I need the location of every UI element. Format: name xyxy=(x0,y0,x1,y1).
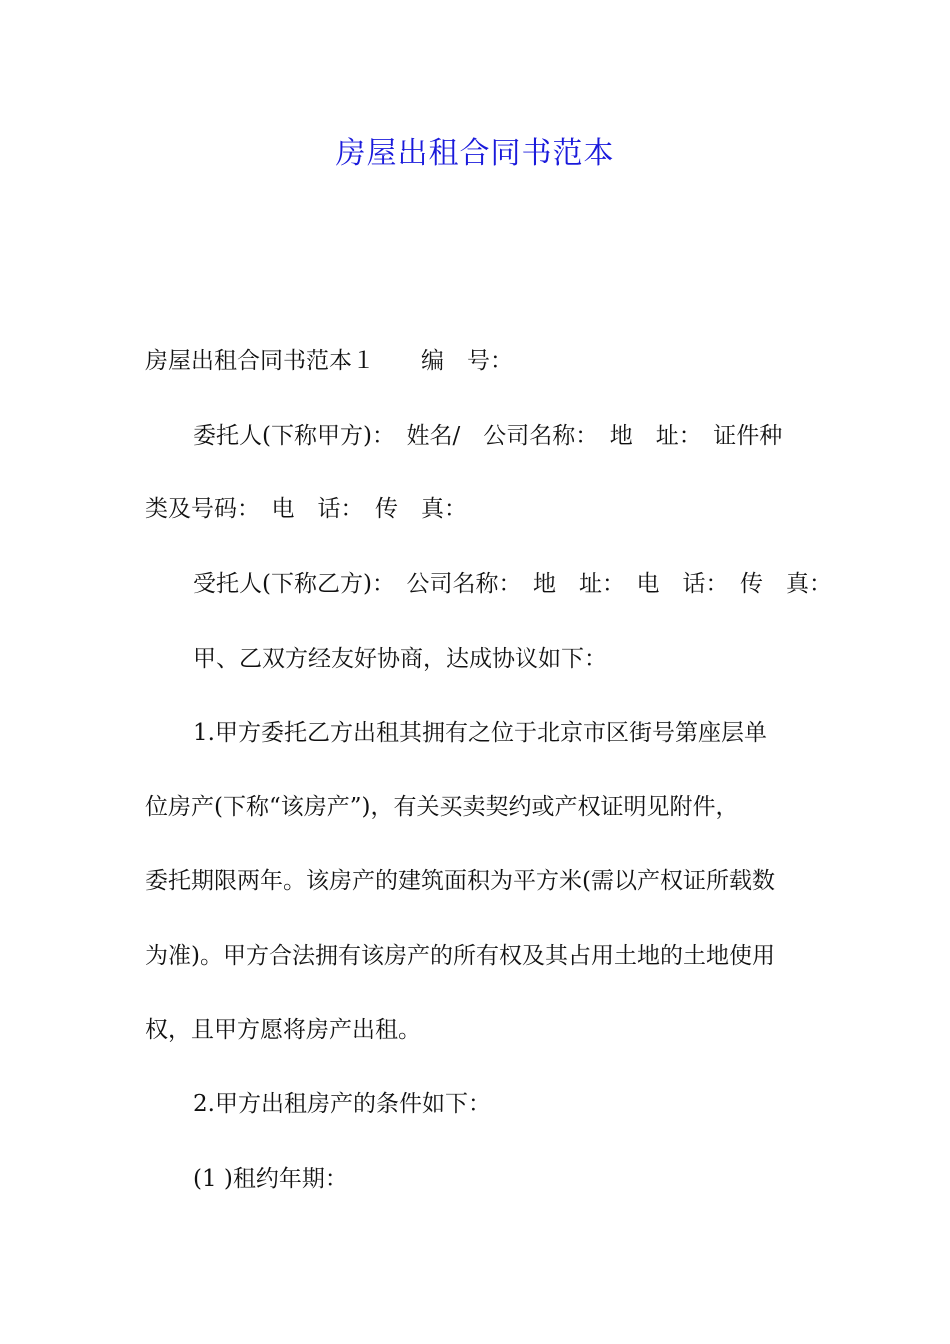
clause-1-line-2: 位房产(下称“该房产”)，有关买卖契约或产权证明见附件， xyxy=(145,794,739,820)
party-a-line-1: 委托人(下称甲方)： 姓名/ 公司名称： 地 址： 证件种 xyxy=(193,423,783,449)
clause-1-line-1: 1.甲方委托乙方出租其拥有之位于北京市区街号第座层单 xyxy=(193,720,767,746)
clause-2-item-1-line: (1 )租约年期： xyxy=(193,1166,348,1192)
party-b-line: 受托人(下称乙方)： 公司名称： 地 址： 电 话： 传 真： xyxy=(193,571,832,597)
contract-heading-line: 房屋出租合同书范本１ 编 号： xyxy=(145,348,513,374)
clause-1-line-4: 为准)。甲方合法拥有该房产的所有权及其占用土地的土地使用 xyxy=(145,943,775,969)
agreement-intro-line: 甲、乙双方经友好协商，达成协议如下： xyxy=(193,646,607,672)
party-a-line-2: 类及号码： 电 话： 传 真： xyxy=(145,496,467,522)
clause-1-line-5: 权，且甲方愿将房产出租。 xyxy=(145,1017,421,1043)
document-title: 房屋出租合同书范本 xyxy=(335,136,615,171)
clause-2-line: 2.甲方出租房产的条件如下： xyxy=(193,1091,491,1117)
clause-1-line-3: 委托期限两年。该房产的建筑面积为平方米(需以产权证所载数 xyxy=(145,868,775,894)
